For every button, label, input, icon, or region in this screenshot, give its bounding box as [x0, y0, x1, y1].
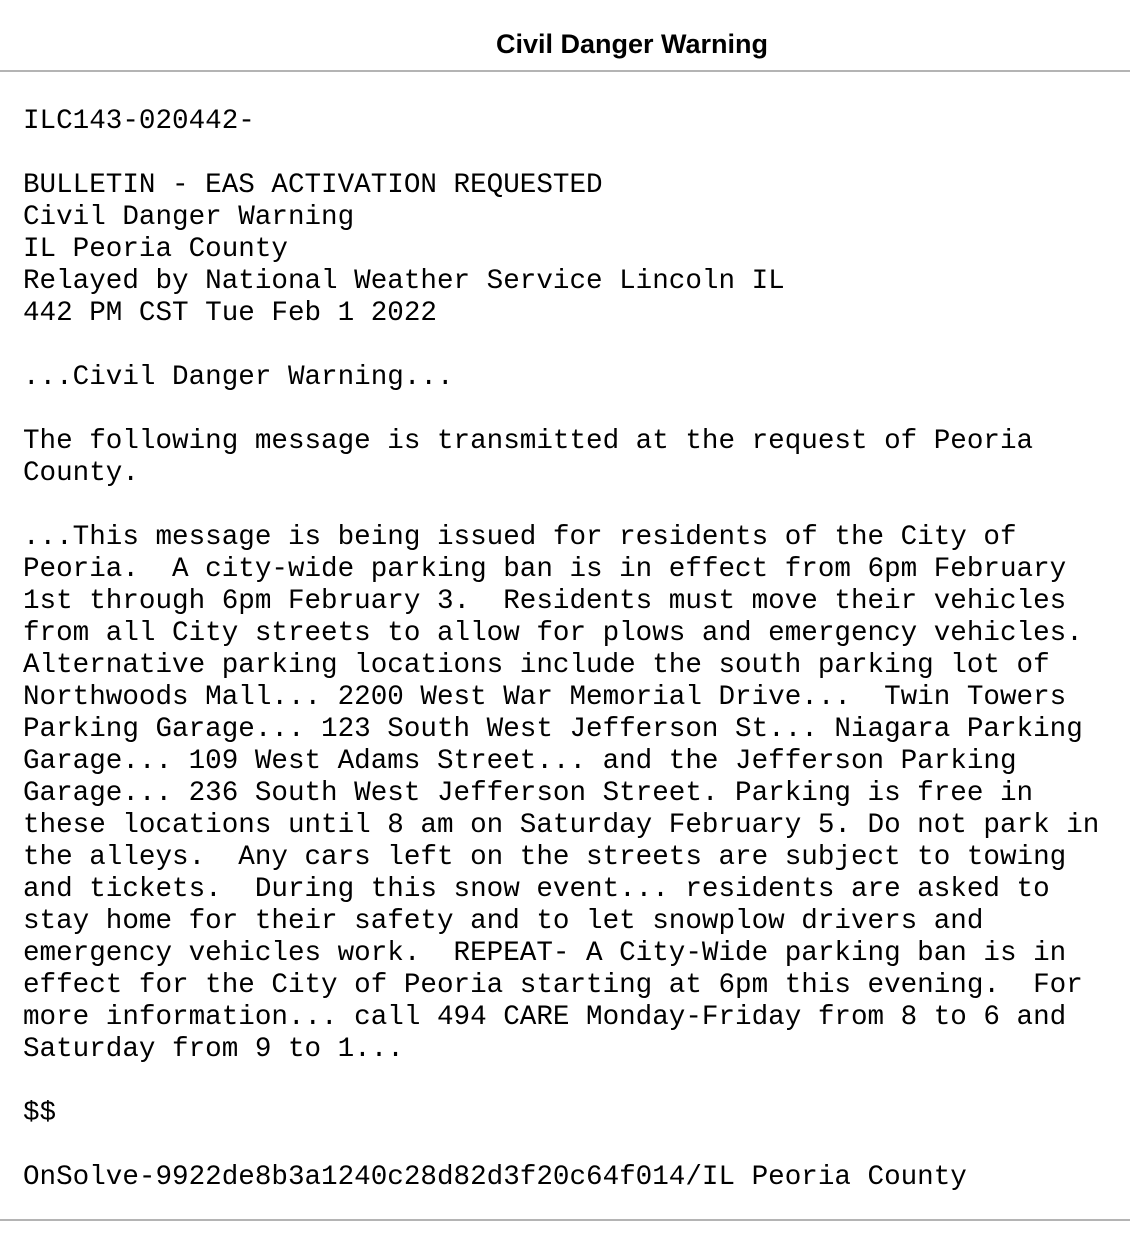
- bulletin-line: 442 PM CST Tue Feb 1 2022: [23, 298, 437, 329]
- page-header: [0, 0, 1130, 72]
- bulletin-line: 1st through 6pm February 3. Residents must move their vehicles: [23, 586, 1067, 617]
- bulletin-line: more information... call 494 CARE Monday-Friday from 8 to 6 and: [23, 1002, 1067, 1033]
- bulletin-line: OnSolve-9922de8b3a1240c28d82d3f20c64f014/IL Peoria County: [23, 1162, 967, 1193]
- bulletin-line: from all City streets to allow for plows and emergency vehicles.: [23, 618, 1083, 649]
- bulletin-line: Garage... 109 West Adams Street... and the Jefferson Parking: [23, 746, 1017, 777]
- bulletin-line: The following message is transmitted at the request of Peoria: [23, 426, 1034, 457]
- bulletin-line: emergency vehicles work. REPEAT- A City-Wide parking ban is in: [23, 938, 1067, 969]
- bulletin-line: and tickets. During this snow event... residents are asked to: [23, 874, 1050, 905]
- bulletin-line: Peoria. A city-wide parking ban is in effect from 6pm February: [23, 554, 1067, 585]
- bulletin-line: BULLETIN - EAS ACTIVATION REQUESTED: [23, 170, 603, 201]
- bulletin-text: [23, 106, 1123, 1194]
- bulletin-line: Relayed by National Weather Service Lincoln IL: [23, 266, 785, 297]
- bulletin-line: ...This message is being issued for residents of the City of: [23, 522, 1017, 553]
- bulletin-line: IL Peoria County: [23, 234, 288, 265]
- page-title: Civil Danger Warning: [495, 29, 769, 59]
- bulletin-line: Garage... 236 South West Jefferson Street. Parking is free in: [23, 778, 1034, 809]
- bulletin-line: $$: [23, 1098, 57, 1129]
- bulletin-line: Civil Danger Warning: [23, 202, 355, 233]
- footer-divider: [0, 1219, 1130, 1221]
- bulletin-line: ...Civil Danger Warning...: [23, 362, 454, 393]
- bulletin-line: Saturday from 9 to 1...: [23, 1034, 404, 1065]
- bulletin-line: ILC143-020442-: [23, 106, 255, 137]
- bulletin-line: Alternative parking locations include the south parking lot of: [23, 650, 1050, 681]
- bulletin-line: the alleys. Any cars left on the streets are subject to towing: [23, 842, 1067, 873]
- bulletin-line: Northwoods Mall... 2200 West War Memorial Drive... Twin Towers: [23, 682, 1067, 713]
- bulletin-line: stay home for their safety and to let snowplow drivers and: [23, 906, 984, 937]
- bulletin-line: Parking Garage... 123 South West Jefferson St... Niagara Parking: [23, 714, 1083, 745]
- bulletin-line: effect for the City of Peoria starting at 6pm this evening. For: [23, 970, 1083, 1001]
- bulletin-line: County.: [23, 458, 139, 489]
- bulletin-line: these locations until 8 am on Saturday February 5. Do not park in: [23, 810, 1100, 841]
